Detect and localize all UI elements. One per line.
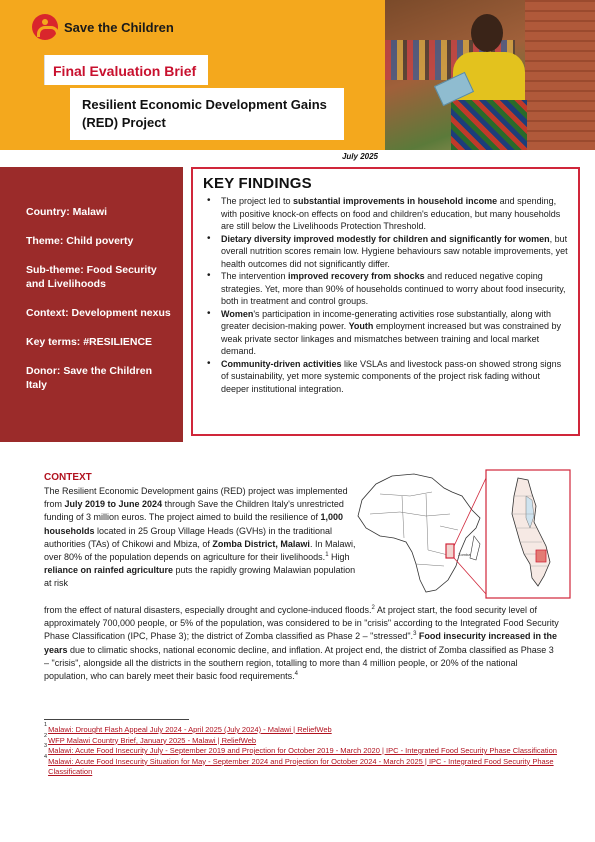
footnote-number: 2: [44, 732, 48, 739]
context-paragraph-1: [44, 485, 364, 591]
finding-item: [203, 195, 570, 233]
context-emphasis: Food insecurity increased in the years: [44, 631, 557, 655]
photo-brick-wall: [525, 0, 595, 150]
finding-emphasis: substantial improvements in household income: [293, 196, 498, 206]
sidebar-theme: Theme: Child poverty: [26, 235, 134, 247]
title-box: [70, 88, 344, 140]
finding-emphasis: Dietary diversity improved modestly for children and significantly for women: [221, 233, 550, 244]
finding-item: [203, 308, 570, 358]
finding-text: like VSLAs and livestock pass-on showed strong signs of sustainability, yet more systemic components of the project risk fading without deeper institutional integration.: [221, 358, 562, 394]
context-text: from the effect of natural disasters, especially drought and cyclone-induced floods.: [44, 605, 372, 615]
finding-emphasis: improved recovery from shocks: [288, 271, 425, 281]
footnote-number: 3: [44, 743, 48, 749]
context-text: through Save the Children Italy's unrestricted funding of 3 million euros. The project aimed to build the resilience of: [44, 499, 344, 523]
sidebar-country: Country: Malawi: [26, 206, 108, 218]
footnote-number: 1: [44, 722, 48, 728]
zomba-label: Zomba: [458, 552, 471, 557]
footnotes: [44, 722, 559, 778]
context-text: . In Malawi, over 80% of the population depends on agriculture for their livelihoods.: [44, 538, 356, 563]
sidebar-donor: Donor: Save the Children Italy: [26, 365, 153, 391]
zomba-district-highlight: [536, 550, 546, 562]
context-text: due to climatic shocks, national economic decline, and inflation. At project end, the district of Zomba classified as Phase 3 – "crisis", alongside all the districts in the southern region, totalling to more than 4 million people, or 20% of the national population, who can barely meet their basic food requirements.: [44, 644, 554, 682]
finding-emphasis: Community-driven activities: [221, 358, 342, 369]
publication-date: July 2025: [341, 152, 378, 161]
malawi-highlight: [446, 544, 454, 558]
footnote-ref[interactable]: 3: [413, 631, 417, 638]
photo-woman-holding-money: [443, 8, 533, 150]
context-text: puts the rapidly growing Malawian population at risk: [44, 565, 356, 589]
footnote-item: [44, 732, 559, 747]
sidebar-key-terms: Key terms: #RESILIENCE: [26, 336, 153, 348]
title-line-2: (RED) Project: [82, 115, 166, 130]
cover-photo: [385, 0, 595, 150]
zoom-connector-line: [454, 558, 486, 594]
africa-malawi-location-map: [340, 466, 572, 602]
context-emphasis: July 2019 to June 2024: [64, 499, 163, 510]
key-findings-heading: KEY FINDINGS: [203, 175, 312, 192]
footnote-link[interactable]: Malawi: Drought Flash Appeal July 2024 - April 2025 (July 2024) - Malawi | ReliefWeb: [48, 725, 332, 734]
logo-text: Save the Children: [64, 19, 174, 35]
finding-text: 's participation in income-generating activities rose substantially, along with greater decision-making power.: [221, 308, 552, 331]
context-emphasis: reliance on rainfed agriculture: [44, 565, 174, 576]
sidebar-context: Context: Development nexus: [26, 307, 171, 319]
brief-type-label: [44, 55, 208, 85]
footnote-item: [44, 743, 559, 757]
finding-text: The project led to: [221, 196, 294, 206]
context-paragraph-2: [44, 604, 559, 683]
photo-head: [471, 14, 503, 52]
finding-emphasis: Youth: [348, 321, 374, 331]
footnote-link[interactable]: Malawi: Acute Food Insecurity Situation for May - September 2024 and Projection for October 2024 - March 2025 | IPC - Integrated Food Security Phase Classification: [48, 756, 554, 776]
footnote-ref[interactable]: 2: [371, 605, 375, 611]
finding-emphasis: Women: [221, 308, 254, 319]
footnote-item: [44, 722, 559, 736]
context-text: located in 25 Group Village Heads (GVHs) in the traditional authorities (TAs) of Chikowi and Mbiza, of: [44, 525, 332, 549]
context-heading: CONTEXT: [44, 472, 92, 483]
context-emphasis: Zomba District, Malawi: [212, 538, 310, 549]
footnote-item: [44, 753, 559, 778]
context-emphasis: 1,000 households: [44, 512, 344, 536]
key-findings-box: [191, 167, 580, 436]
save-the-children-emblem-icon: [32, 14, 58, 40]
finding-text: The intervention: [221, 271, 289, 281]
context-text: At project start, the food security level of approximately 700,000 people, or 5% of the population, was considered to be in "crisis" according to the Integrated Food Security Phase Classification (IPC, Phase 3); the district of Zomba classified as Phase 2 – "stressed".: [44, 605, 559, 642]
metadata-sidebar: [0, 167, 183, 442]
finding-item: [203, 233, 570, 271]
context-text: High: [328, 552, 350, 563]
sidebar-subtheme: Sub-theme: Food Security and Livelihoods: [26, 264, 157, 290]
finding-text: employment increased but was constrained by weak private sector linkages and mismatches between training and local market demand.: [221, 321, 562, 356]
finding-text: , but overall nutrition scores remain low. Hygiene behaviours saw notable improvements, yet health outcomes did not significantly differ.: [221, 233, 568, 269]
save-the-children-logo[interactable]: [32, 14, 174, 40]
title-line-1: Resilient Economic Development Gains: [82, 97, 327, 112]
context-text: The Resilient Economic Development gains (RED) project was implemented from: [44, 486, 348, 510]
finding-item: [203, 270, 570, 308]
footnote-number: 4: [44, 753, 48, 760]
key-findings-list: [203, 195, 570, 395]
footnote-divider: [44, 719, 189, 720]
africa-map: [358, 474, 480, 592]
finding-item: [203, 358, 570, 396]
footnote-ref[interactable]: 1: [325, 552, 329, 559]
photo-wrap-cloth: [451, 100, 527, 150]
footnote-link[interactable]: WFP Malawi Country Brief, January 2025 - Malawi | ReliefWeb: [48, 735, 257, 745]
finding-text: and spending, with positive knock-on effects on food and children's education, but many households are still below the Livelihoods Protection Threshold.: [221, 196, 561, 231]
finding-text: and reduced negative coping strategies. Yet, more than 90% of households continued to worry about food insecurity, both in treatment and control groups.: [221, 271, 566, 306]
footnote-link[interactable]: Malawi: Acute Food Insecurity July - September 2019 and Projection for October 2019 - March 2020 | IPC - Integrated Food Security Phase Classification: [48, 746, 557, 755]
footnote-ref[interactable]: 4: [294, 671, 298, 678]
brief-type-text: Final Evaluation Brief: [53, 63, 197, 79]
